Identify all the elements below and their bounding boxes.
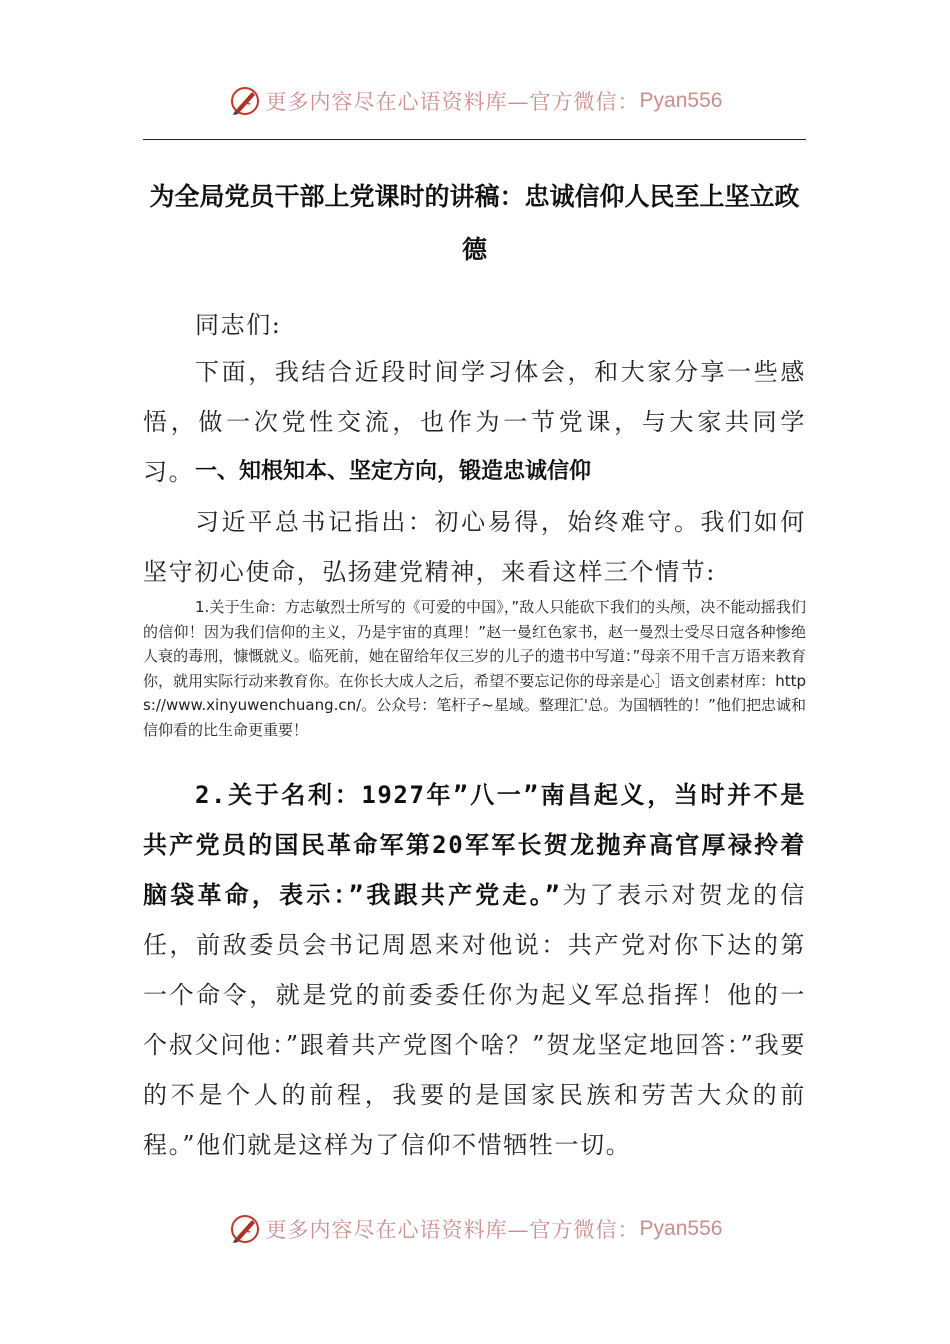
section-heading-1: 一、知根知本、坚定方向，锻造忠诚信仰 — [195, 459, 592, 484]
intro-paragraph: 下面，我结合近段时间学习体会，和大家分享一些感悟，做一次党性交流，也作为一节党课，与大家共同学习。 — [143, 358, 806, 486]
header-banner-text: 更多内容尽在心语资料库—官方微信： — [265, 90, 640, 114]
pen-logo-icon — [228, 84, 262, 118]
item-1-text: 1.关于生命：方志敏烈士所写的《可爱的中国》，”敌人只能砍下我们的头颅，决不能动摇我们的信仰！因为我们信仰的主义，乃是宇宙的真理！”赵一曼红色家书，赵一曼烈士受尽日寇各种惨绝人衰的毒刑，慷慨就义。临死前，她在留给年仅三岁的儿子的遗书中写道：”母亲不用千言万语来教育你，就用实际行动来教育你。在你长大成人之后，希望不要忘记你的母亲是心］语文创素材库：https://www.xinyuwenchuang.cn/。公众号：笔杆子~星域。整理汇'总。为国牺牲的！”他们把忠诚和信仰看的比生命更重要！ — [143, 598, 806, 739]
footer-wechat-id: Pyan556 — [639, 1217, 723, 1240]
footer-banner — [0, 1212, 950, 1246]
pen-logo-icon — [228, 1212, 262, 1246]
footer-banner-text: 更多内容尽在心语资料库—官方微信： — [265, 1218, 640, 1242]
greeting: 同志们: — [195, 311, 282, 339]
item-2-fame-fortune — [143, 770, 806, 1170]
item-2-bold-text: 2.关于名利：1927年”八一”南昌起义，当时并不是共产党员的国民革命军第20军军长贺龙抛弃高官厚禄拎着脑袋革命，表示：”我跟共产党走。” — [143, 781, 806, 909]
header-wechat-id: Pyan556 — [639, 89, 723, 112]
item-2-text: 为了表示对贺龙的信任，前敌委员会书记周恩来对他说：共产党对你下达的第一个命令，就是党的前委委任你为起义军总指挥！他的一个叔父问他：”跟着共产党图个啥？”贺龙坚定地回答：”我要的不是个人的前程，我要的是国家民族和劳苦大众的前程。”他们就是这样为了信仰不惜牺牲一切。 — [143, 881, 806, 1159]
header-banner — [0, 84, 950, 118]
document-title: 为全局党员干部上党课时的讲稿：忠诚信仰人民至上坚立政德 — [149, 182, 800, 264]
item-1-life — [143, 595, 806, 742]
paragraph-1: 习近平总书记指出：初心易得，始终难守。我们如何坚守初心使命，弘扬建党精神，来看这样三个情节: — [143, 508, 806, 586]
header-divider — [143, 139, 806, 140]
